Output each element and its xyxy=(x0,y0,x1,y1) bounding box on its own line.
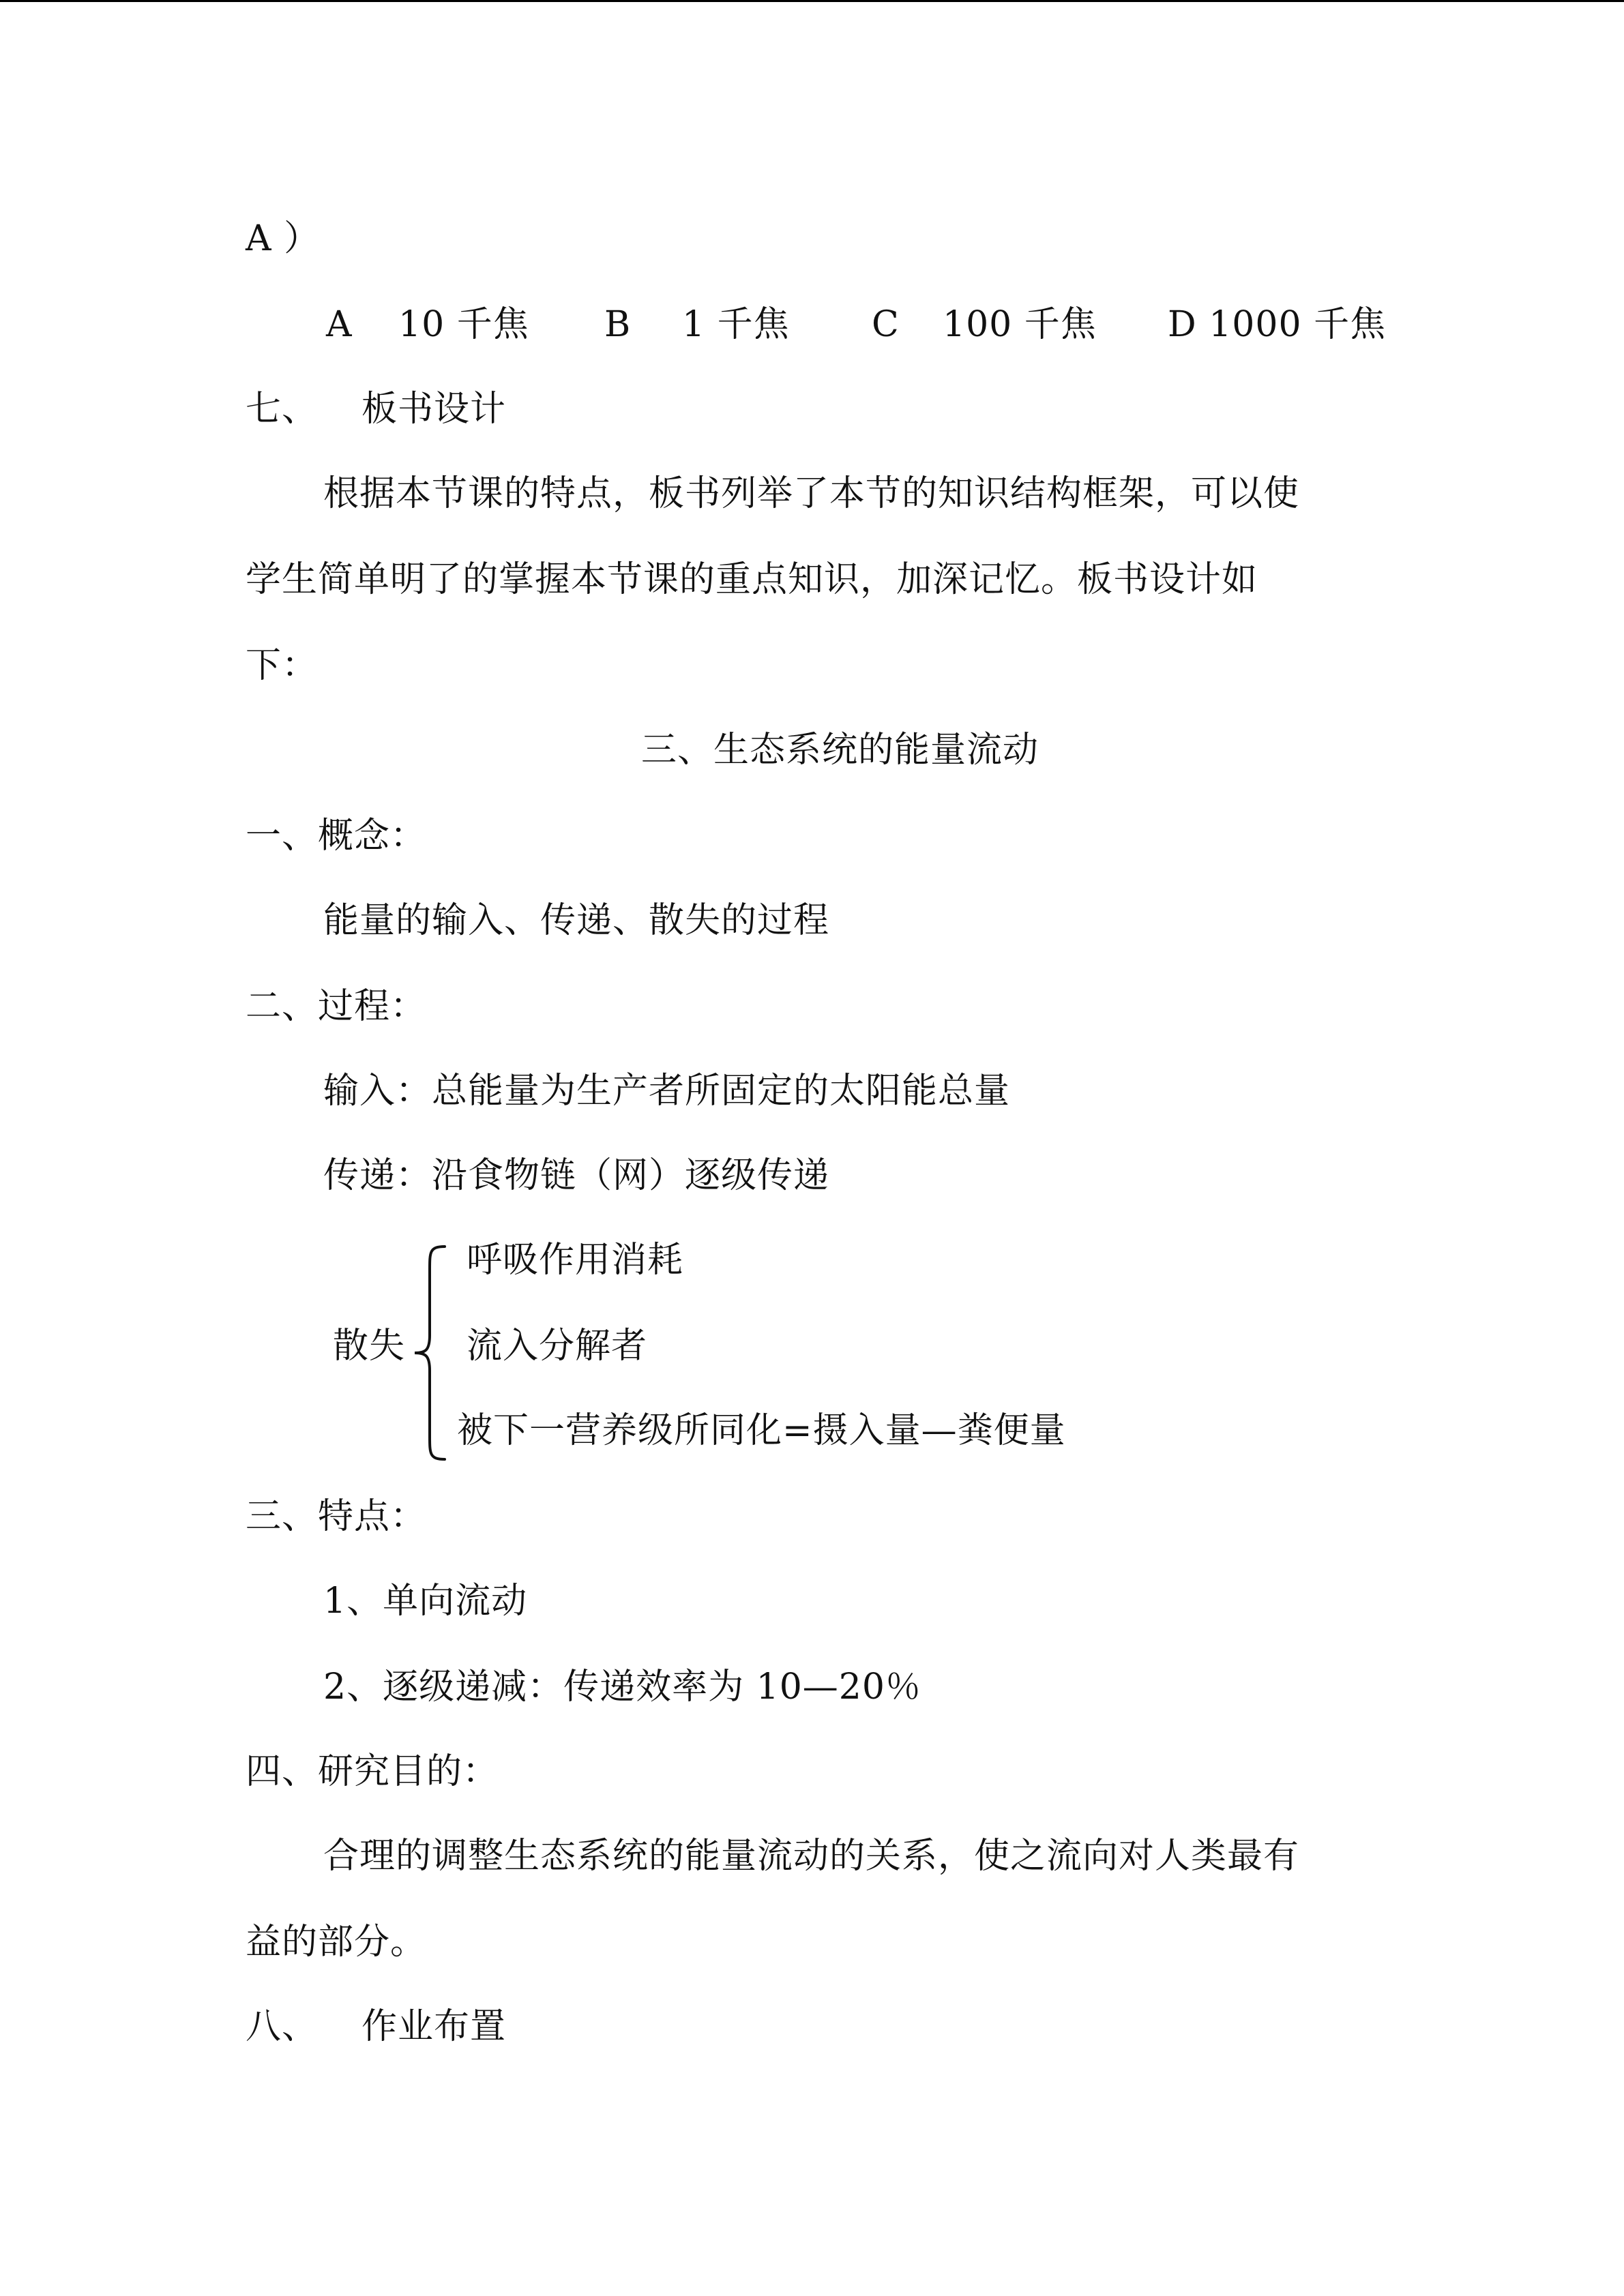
feature-item-2: 2、逐级递减：传递效率为 10—20％ xyxy=(323,1667,921,1708)
loss-label: 散失 xyxy=(333,1326,406,1367)
loss-item-respiration: 呼吸作用消耗 xyxy=(467,1240,684,1281)
concept-text: 能量的输入、传递、散失的过程 xyxy=(323,900,830,941)
section-7-title: 板书设计 xyxy=(361,389,507,430)
option-c-letter: C xyxy=(872,304,900,345)
section-8-title: 作业布置 xyxy=(361,2006,507,2047)
intro-line-1: 根据本节课的特点，板书列举了本节的知识结构框架，可以使 xyxy=(323,473,1300,514)
option-d: D 1000 千焦 xyxy=(1168,304,1387,345)
loss-item-decomposer: 流入分解者 xyxy=(467,1326,648,1367)
section-7-number: 七、 xyxy=(246,389,319,430)
option-a-value: 10 千焦 xyxy=(398,304,529,345)
option-b-letter: B xyxy=(604,304,632,345)
loss-item-next-level: 被下一营养级所同化=摄入量—粪便量 xyxy=(457,1410,1066,1451)
purpose-heading: 四、研究目的： xyxy=(246,1751,499,1792)
left-brace-icon xyxy=(409,1242,450,1463)
option-c-value: 100 千焦 xyxy=(943,304,1097,345)
process-input: 输入：总能量为生产者所固定的太阳能总量 xyxy=(323,1071,1011,1112)
purpose-line-2: 益的部分。 xyxy=(246,1922,427,1963)
board-title: 三、生态系统的能量流动 xyxy=(641,730,1039,771)
intro-line-3: 下： xyxy=(246,645,319,686)
question-answer-tail: A ） xyxy=(246,218,321,259)
intro-line-2: 学生简单明了的掌握本节课的重点知识，加深记忆。板书设计如 xyxy=(246,559,1258,600)
concept-heading: 一、概念： xyxy=(246,816,427,856)
option-b-value: 1 千焦 xyxy=(682,304,790,345)
top-border xyxy=(0,0,1624,2)
process-transfer: 传递：沿食物链（网）逐级传递 xyxy=(323,1155,830,1196)
section-8-number: 八、 xyxy=(246,2006,319,2047)
option-a-letter: A xyxy=(326,304,353,345)
feature-item-1: 1、单向流动 xyxy=(323,1581,528,1622)
purpose-line-1: 合理的调整生态系统的能量流动的关系，使之流向对人类最有 xyxy=(323,1836,1300,1877)
process-heading: 二、过程： xyxy=(246,986,427,1027)
feature-heading: 三、特点： xyxy=(246,1496,427,1537)
